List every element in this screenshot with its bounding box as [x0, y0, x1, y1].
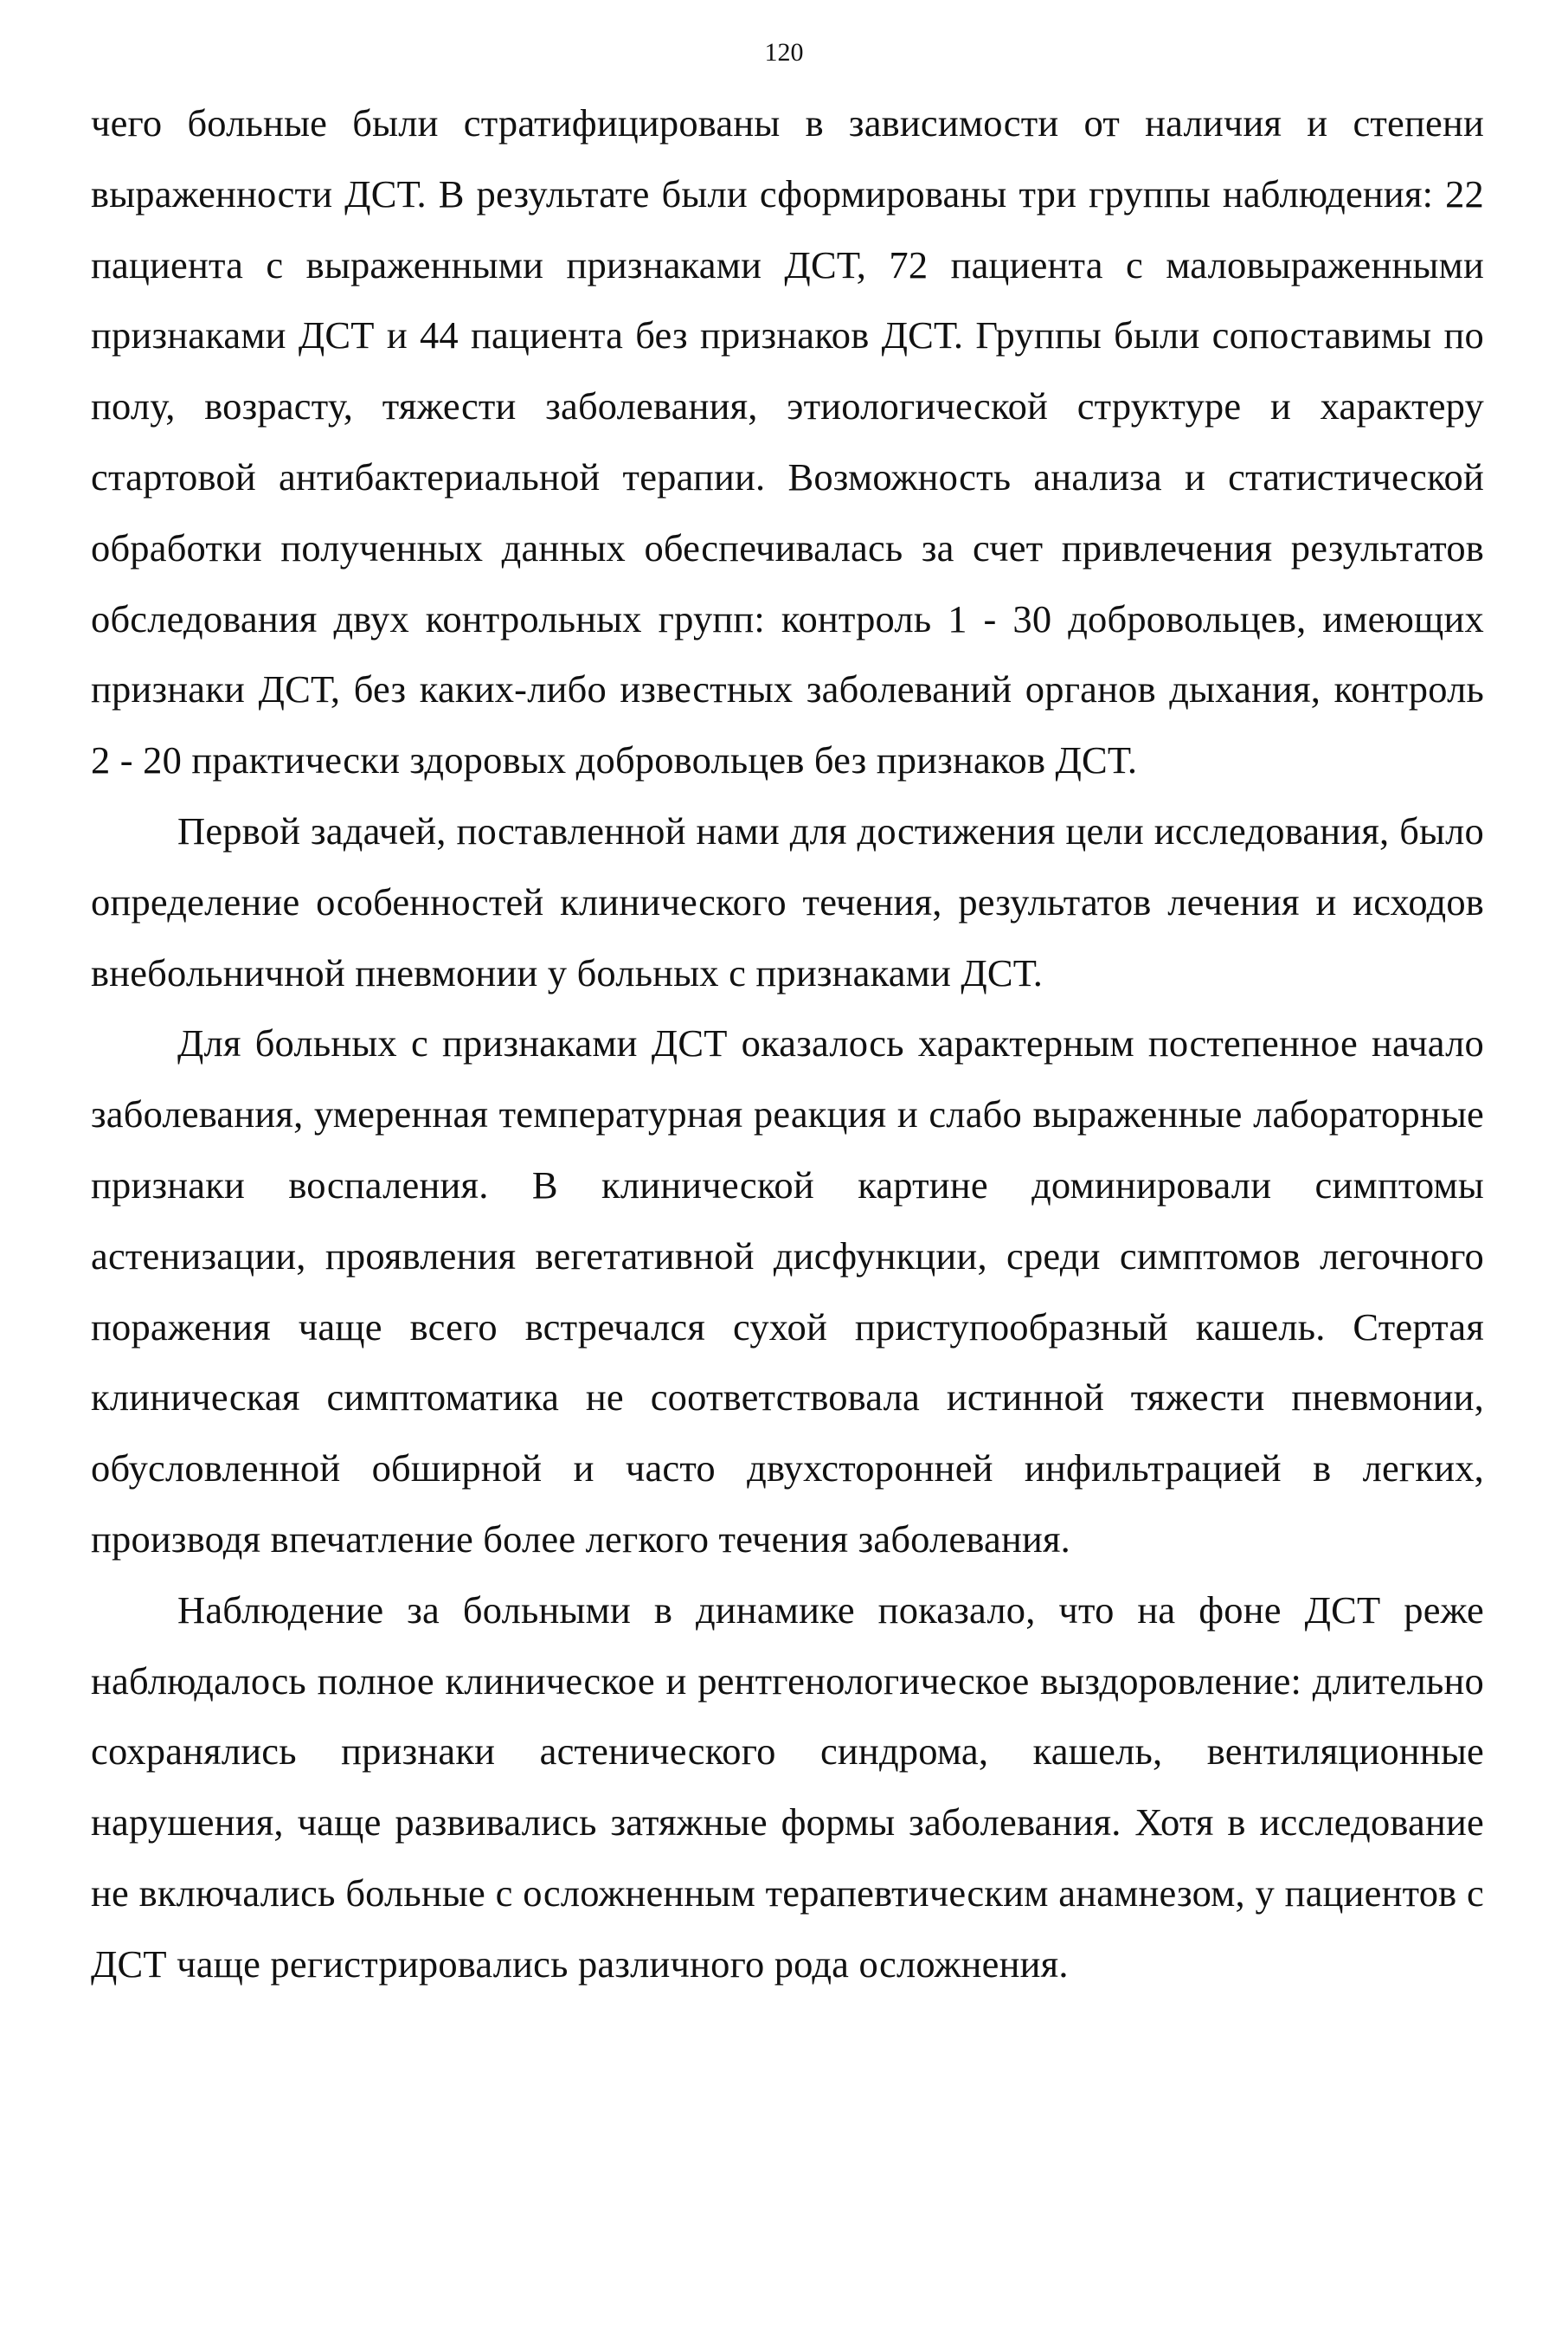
- paragraph: Для больных с признаками ДСТ оказалось характерным постепенное начало заболевания, умеренная температурная реакция и слабо выраженные лабораторные признаки воспаления. В клинической картине доминировали симптомы астенизации, проявления вегетативной дисфункции, среди симптомов легочного поражения чаще всего встречался сухой приступообразный кашель. Стертая клиническая симптоматика не соответствовала истинной тяжести пневмонии, обусловленной обширной и часто двухсторонней инфильтрацией в легких, производя впечатление более легкого течения заболевания.: [91, 1021, 1484, 1561]
- paragraph: Первой задачей, поставленной нами для достижения цели исследования, было определение особенностей клинического течения, результатов лечения и исходов внебольничной пневмонии у больных с признаками ДСТ.: [91, 808, 1484, 995]
- body-text: [91, 88, 1484, 2000]
- paragraph: чего больные были стратифицированы в зависимости от наличия и степени выраженности ДСТ. В результате были сформированы три группы наблюдения: 22 пациента с выраженными признаками ДСТ, 72 пациента с маловыраженными признаками ДСТ и 44 пациента без признаков ДСТ. Группы были сопоставимы по полу, возрасту, тяжести заболевания, этиологической структуре и характеру стартовой антибактериальной терапии. Возможность анализа и статистической обработки полученных данных обеспечивалась за счет привлечения результатов обследования двух контрольных групп: контроль 1 - 30 добровольцев, имеющих признаки ДСТ, без каких-либо известных заболеваний органов дыхания, контроль 2 - 20 практически здоровых добровольцев без признаков ДСТ.: [91, 101, 1484, 782]
- paragraph: Наблюдение за больными в динамике показало, что на фоне ДСТ реже наблюдалось полное клиническое и рентгенологическое выздоровление: длительно сохранялись признаки астенического синдрома, кашель, вентиляционные нарушения, чаще развивались затяжные формы заболевания. Хотя в исследование не включались больные с осложненным терапевтическим анамнезом, у пациентов с ДСТ чаще регистрировались различного рода осложнения.: [91, 1587, 1484, 1986]
- page-number: 120: [764, 38, 804, 67]
